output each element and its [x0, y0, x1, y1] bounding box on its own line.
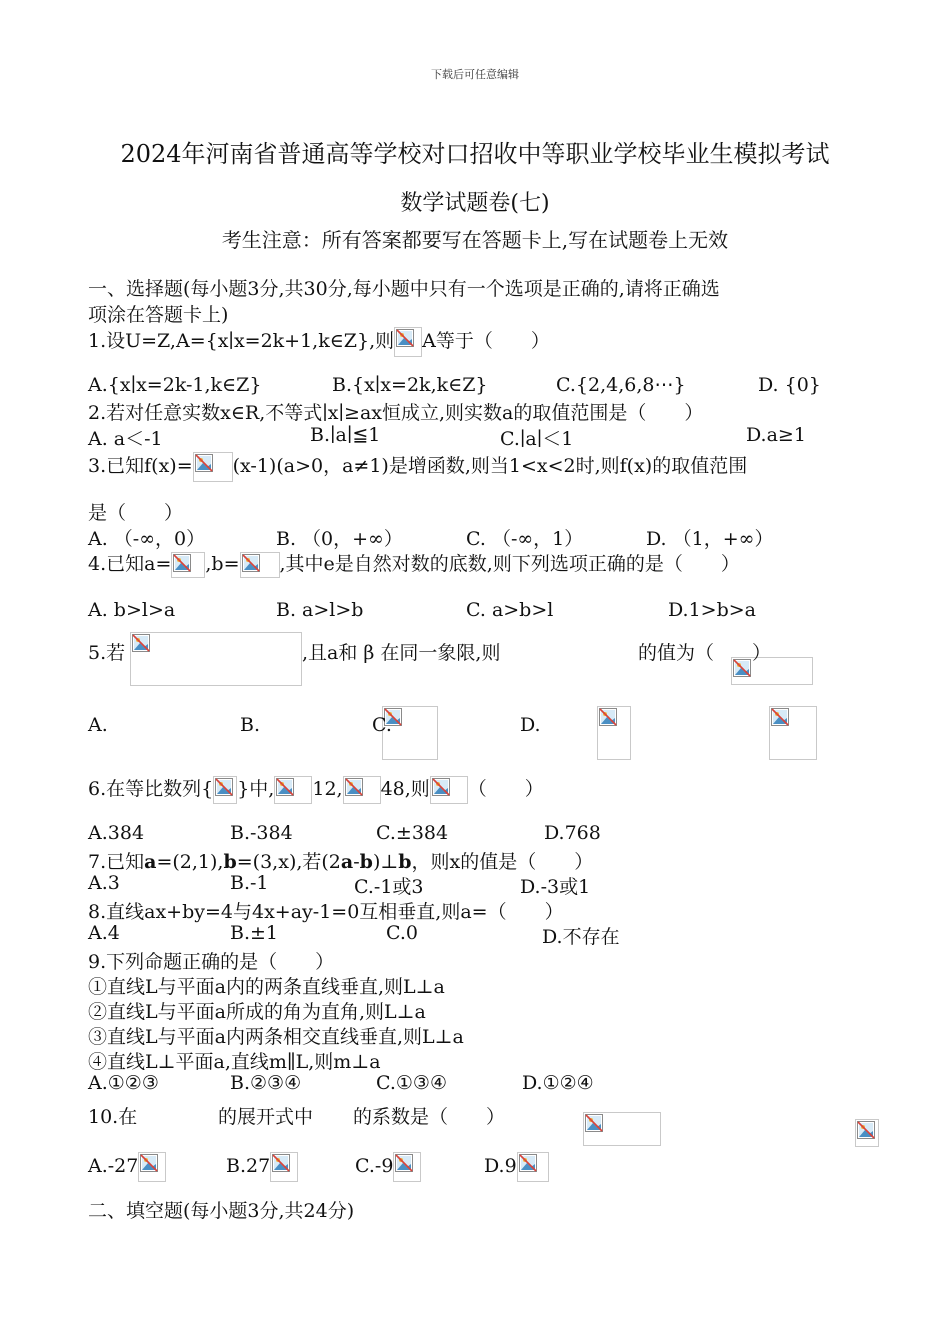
broken-image-icon — [769, 706, 817, 760]
broken-image-icon — [274, 776, 312, 804]
q7-option-d: D.-3或1 — [520, 876, 591, 898]
q1-option-a: A.{x∣x=2k-1,k∈Z} — [88, 374, 262, 396]
broken-image-icon — [855, 1119, 879, 1147]
q1-option-c: C.{2,4,6,8⋯} — [556, 374, 686, 396]
broken-image-glyph — [519, 1154, 537, 1172]
broken-image-glyph — [242, 554, 260, 572]
q6-option-a: A.384 — [88, 822, 145, 844]
q8-option-b: B.±1 — [230, 922, 279, 944]
q5-option-a: A. — [88, 714, 108, 736]
q6-option-d: D.768 — [544, 822, 601, 844]
q2-option-d: D.a≥1 — [746, 424, 806, 446]
broken-image-glyph — [599, 708, 617, 726]
exam-notice: 考生注意：所有答案都要写在答题卡上,写在试题卷上无效 — [221, 228, 729, 252]
q1-option-d: D. {0} — [758, 374, 821, 396]
q4-option-a: A. b>l>a — [88, 599, 176, 621]
question-7-stem: 7.已知a=(2,1),b=(3,x),若(2a-b)⊥b，则x的值是（ ） — [88, 851, 594, 873]
question-4-stem: 4.已知a= ,b= ,其中e是自然对数的底数,则下列选项正确的是（ ） — [88, 549, 740, 578]
broken-image-glyph — [272, 1154, 290, 1172]
broken-image-icon — [583, 1112, 661, 1146]
broken-image-glyph — [396, 329, 414, 347]
q4-option-b: B. a>l>b — [276, 599, 364, 621]
broken-image-glyph — [432, 778, 450, 796]
q2-option-a: A. a＜-1 — [88, 428, 163, 450]
section-1-heading-cont: 项涂在答题卡上) — [88, 304, 229, 326]
q8-option-c: C.0 — [386, 922, 418, 944]
q9-option-c: C.①③④ — [376, 1072, 447, 1094]
q8-option-a: A.4 — [88, 922, 120, 944]
question-6-stem: 6.在等比数列{ }中, 12, 48,则 （ ） — [88, 774, 544, 804]
q5-option-b: B. — [240, 714, 261, 736]
q4-option-d: D.1>b>a — [668, 599, 757, 621]
q5-mid: ,且a和 β 在同一象限,则 — [302, 642, 501, 664]
q5-option-d: D. — [520, 714, 541, 736]
q5-post: 的值为（ ） — [638, 642, 772, 664]
q3-option-a: A. （-∞，0） — [88, 528, 206, 550]
q5-option-c: C. — [372, 714, 392, 736]
broken-image-icon — [343, 776, 381, 804]
question-9-stem: 9.下列命题正确的是（ ） — [88, 951, 335, 973]
q9-option-d: D.①②④ — [522, 1072, 594, 1094]
question-8-stem: 8.直线ax+by=4与4x+ay-1=0互相垂直,则a=（ ） — [88, 901, 564, 923]
broken-image-icon — [213, 776, 237, 804]
broken-image-glyph — [771, 708, 789, 726]
section-2-heading: 二、填空题(每小题3分,共24分) — [88, 1200, 355, 1222]
q10-option-a: A.-27 — [88, 1152, 166, 1182]
broken-image-glyph — [173, 554, 191, 572]
broken-image-icon — [394, 327, 422, 357]
exam-subtitle: 数学试题卷(七) — [400, 191, 550, 216]
broken-image-glyph — [585, 1114, 603, 1132]
question-3-stem-cont: 是（ ） — [88, 502, 184, 524]
broken-image-glyph — [132, 634, 150, 652]
question-3-stem: 3.已知f(x)= (x-1)(a>0，a≠1)是增函数,则当1<x<2时,则f(x)的取值范围 — [88, 451, 747, 482]
q8-option-d: D.不存在 — [542, 926, 620, 948]
q10-pre: 10.在 — [88, 1106, 138, 1128]
q5-pre: 5.若 — [88, 642, 126, 664]
q6-option-c: C.±384 — [376, 822, 449, 844]
q10-mid: 的展开式中 — [218, 1106, 314, 1128]
q10-option-b: B.27 — [226, 1152, 298, 1182]
question-2-stem: 2.若对任意实数x∈R,不等式∣x∣≥ax恒成立,则实数a的取值范围是（ ） — [88, 402, 704, 424]
q4-option-c: C. a>b>l — [466, 599, 554, 621]
broken-image-glyph — [857, 1121, 875, 1139]
q1-option-b: B.{x∣x=2k,k∈Z} — [332, 374, 488, 396]
broken-image-icon — [517, 1152, 549, 1182]
page-header: 下载后可任意编辑 — [431, 68, 519, 81]
section-1-heading: 一、选择题(每小题3分,共30分,每小题中只有一个选项是正确的,请将正确选 — [88, 278, 720, 300]
q9-statement-1: ①直线L与平面a内的两条直线垂直,则L⊥a — [88, 976, 445, 998]
broken-image-icon — [597, 706, 631, 760]
broken-image-glyph — [276, 778, 294, 796]
broken-image-glyph — [140, 1154, 158, 1172]
question-1-stem: 1.设U=Z,A={x∣x=2k+1,k∈Z},则 A等于（ ） — [88, 326, 550, 357]
q10-post: 的系数是（ ） — [353, 1106, 506, 1128]
q3-option-b: B. （0，+∞） — [276, 528, 403, 550]
broken-image-icon — [193, 452, 233, 482]
broken-image-icon — [130, 632, 302, 686]
broken-image-glyph — [345, 778, 363, 796]
q10-option-d: D.9 — [484, 1152, 549, 1182]
q3-option-c: C. （-∞，1） — [466, 528, 584, 550]
q9-option-b: B.②③④ — [230, 1072, 302, 1094]
q10-option-c: C.-9 — [355, 1152, 421, 1182]
broken-image-icon — [138, 1152, 166, 1182]
q9-statement-3: ③直线L与平面a内两条相交直线垂直,则L⊥a — [88, 1026, 464, 1048]
q7-option-c: C.-1或3 — [354, 876, 424, 898]
q9-option-a: A.①②③ — [88, 1072, 159, 1094]
broken-image-glyph — [215, 778, 233, 796]
q9-statement-4: ④直线L⊥平面a,直线m∥L,则m⊥a — [88, 1051, 381, 1073]
q7-option-a: A.3 — [88, 872, 120, 894]
q3-option-d: D. （1，+∞） — [646, 528, 774, 550]
broken-image-glyph — [195, 454, 213, 472]
q2-option-c: C.∣a∣＜1 — [500, 428, 574, 450]
q9-statement-2: ②直线L与平面a所成的角为直角,则L⊥a — [88, 1001, 426, 1023]
exam-title: 2024年河南省普通高等学校对口招收中等职业学校毕业生模拟考试 — [120, 140, 830, 168]
broken-image-icon — [393, 1152, 421, 1182]
broken-image-icon — [240, 552, 280, 578]
q6-option-b: B.-384 — [230, 822, 293, 844]
q2-option-b: B.∣a∣≦1 — [310, 424, 381, 446]
q7-option-b: B.-1 — [230, 872, 269, 894]
broken-image-glyph — [395, 1154, 413, 1172]
broken-image-icon — [430, 776, 468, 804]
broken-image-icon — [171, 552, 205, 578]
broken-image-icon — [270, 1152, 298, 1182]
